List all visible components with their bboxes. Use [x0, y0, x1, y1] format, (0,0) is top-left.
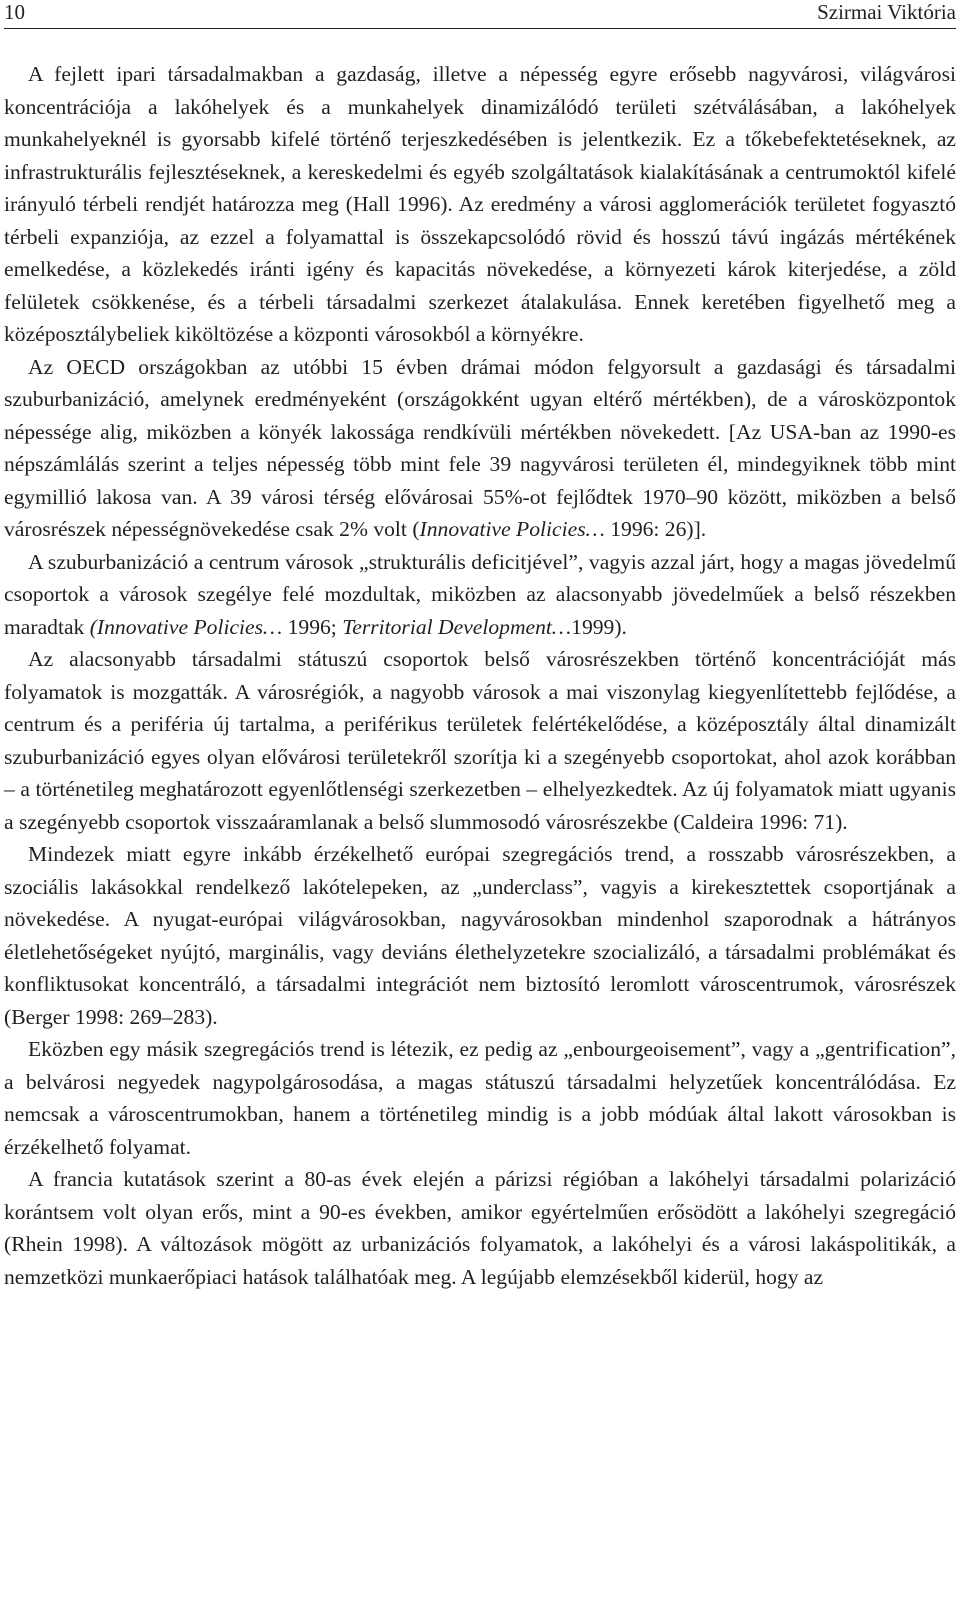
- paragraph-text: Eközben egy másik szegregációs trend is létezik, ez pedig az „enbourgeoisement”, vagy a „gentrification”, a belvárosi negyedek nagypolgárosodása, a magas státuszú társadalmi helyzetűek koncentrálódása. Ez nemcsak a városcentrumokban, hanem a történetileg mindig is a jobb módúak által lakott városokban is érzékelhető folyamat.: [4, 1037, 956, 1159]
- italic-citation: Territorial Development…: [342, 614, 572, 639]
- running-header: [4, 0, 956, 29]
- paragraph-text: 1996;: [282, 614, 343, 639]
- paragraph: [4, 1033, 956, 1163]
- paragraph: [4, 351, 956, 546]
- body-text: [4, 58, 956, 1293]
- paragraph-text: Mindezek miatt egyre inkább érzékelhető európai szegregációs trend, a rosszabb városrészekben, a szociális lakásokkal rendelkező lakótelepeken, az „underclass”, vagyis a kirekesztettek csoportjának a növekedése. A nyugat-európai világvárosokban, nagyvárosokban mindenhol szaporodnak a hátrányos életlehetőségeket nyújtó, marginális, vagy deviáns élethelyzetekre szocializáló, a társadalmi problémákat és konfliktusokat koncentráló, a társadalmi integrációt nem biztosító leromlott városcentrumok, városrészek (Berger 1998: 269–283).: [4, 842, 956, 1029]
- page-number: 10: [4, 0, 25, 24]
- paragraph-text: 1996: 26)].: [604, 517, 707, 541]
- paragraph-text: 1999).: [571, 614, 627, 639]
- paragraph-text: A fejlett ipari társadalmakban a gazdaság, illetve a népesség egyre erősebb nagyvárosi, világvárosi koncentrációja a lakóhelyek és a munkahelyek dinamizálódó területi szétválásában, a lakóhelyek munkahelyeknél is gyorsabb kifelé történő terjeszkedésében is jelentkezik. Ez a tőkebefektetéseknek, az infrastrukturális fejlesztéseknek, a kereskedelmi és egyéb szolgáltatások kialakításának a centrumoktól kifelé irányuló térbeli rendjét határozza meg (Hall 1996). Az eredmény a városi agglomerációk területet fogyasztó térbeli expanziója, az ezzel a folyamattal is összekapcsolódó rövid és hosszú távú ingázás mértékének emelkedése, a közlekedés iránti igény és kapacitás növekedése, a környezeti károk kiterjedése, a zöld felületek csökkenése, és a térbeli társadalmi szerkezet átalakulása. Ennek keretében figyelhető meg a középosztálybeliek kiköltözése a központi városokból a környékre.: [4, 62, 956, 346]
- italic-citation: (Innovative Policies…: [89, 614, 283, 639]
- italic-citation: Innovative Policies…: [419, 517, 605, 541]
- paragraph-text: A francia kutatások szerint a 80-as évek elején a párizsi régióban a lakóhelyi társadalmi polarizáció korántsem volt olyan erős, mint a 90-es években, amikor egyértelműen erősödött a lakóhelyi szegregáció (Rhein 1998). A változások mögött az urbanizációs folyamatok, a lakóhelyi és a városi lakáspolitikák, a nemzetközi munkaerőpiaci hatások találhatóak meg. A legújabb elemzésekből kiderül, hogy az: [4, 1167, 956, 1289]
- paragraph: [4, 643, 956, 838]
- paragraph-text: A szuburbanizáció a centrum városok „strukturális deficitjével”, vagyis azzal járt, hogy a magas jövedelmű csoportok a városok szegélye felé mozdultak, miközben az alacsonyabb jövedelműek a belső részekben maradtak: [4, 549, 956, 639]
- paragraph: [4, 58, 956, 351]
- paragraph: [4, 546, 956, 644]
- paragraph: [4, 1163, 956, 1293]
- running-head-author: Szirmai Viktória: [817, 0, 956, 24]
- paragraph-text: Az OECD országokban az utóbbi 15 évben drámai módon felgyorsult a gazdasági és társadalmi szuburbanizáció, amelynek eredményeként (országokként ugyan eltérő mértékben), de a városközpontok népessége alig, miközben a könyék lakossága rendkívüli mértékben növekedett. [Az USA-ban az 1990-es népszámlálás szerint a teljes népesség több mint fele 39 nagyvárosi területen él, mindegyiknek több mint egymillió lakosa van. A 39 városi térség elővárosai 55%-ot fejlődtek 1970–90 között, miközben a belső városrészek népességnövekedése csak 2% volt (: [4, 354, 956, 541]
- paragraph: [4, 838, 956, 1033]
- paragraph-text: Az alacsonyabb társadalmi státuszú csoportok belső városrészekben történő koncentrációját más folyamatok is mozgatták. A városrégiók, a nagyobb városok a mai viszonylag kiegyenlítettebb fejlődése, a centrum és a periféria új tartalma, a periférikus területek felértékelődése, a középosztály által dinamizált szuburbanizáció egyes olyan elővárosi területekről szorítja ki a szegényebb csoportokat, ahol azok korábban – a történetileg meghatározott egyenlőtlenségi szerkezetben – elhelyezkedtek. Az új folyamatok miatt ugyanis a szegényebb csoportok visszaáramlanak a belső slummosodó városrészekbe (Caldeira 1996: 71).: [4, 647, 956, 834]
